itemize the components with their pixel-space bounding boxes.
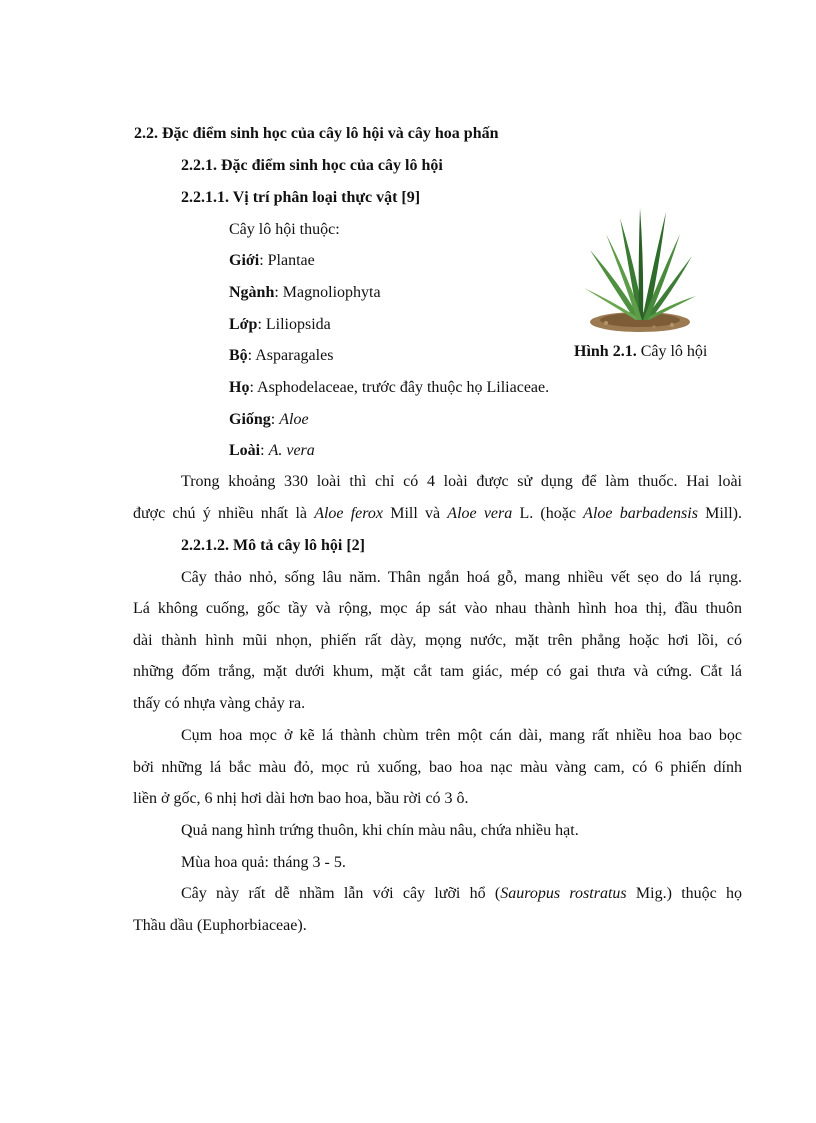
division-label: Ngành	[229, 284, 275, 301]
paragraph-3-line-1: Cụm hoa mọc ở kẽ lá thành chùm trên một cán dài, mang rất nhiều hoa bao bọc	[181, 727, 742, 744]
paragraph-1-line-1: Trong khoảng 330 loài thì chỉ có 4 loài được sử dụng để làm thuốc. Hai loài	[181, 473, 742, 490]
paragraph-2-line-1: Cây thảo nhỏ, sống lâu năm. Thân ngắn hoá gỗ, mang nhiều vết sẹo do lá rụng.	[181, 569, 742, 586]
species-sep: :	[260, 442, 269, 459]
section-heading-2-2: 2.2. Đặc điểm sinh học của cây lô hội và cây hoa phấn	[134, 125, 499, 142]
p1-species-barbadensis: Aloe barbadensis	[583, 505, 698, 522]
order-label: Bộ	[229, 347, 248, 364]
genus-sep: :	[270, 411, 280, 428]
p1-text-c: Mill và	[383, 505, 448, 522]
p6-species-sauropus: Sauropus rostratus	[500, 885, 627, 902]
genus-label: Giống	[229, 411, 271, 428]
paragraph-3-line-2: bởi những lá bắc màu đỏ, mọc rủ xuống, bao hoa nạc màu vàng cam, có 6 phiến dính	[133, 759, 742, 776]
paragraph-6-line-1	[181, 884, 742, 904]
species-value: A. vera	[268, 442, 315, 459]
paragraph-2-line-5: thấy có nhựa vàng chảy ra.	[133, 695, 306, 712]
taxonomy-species	[229, 441, 315, 461]
paragraph-2-line-4: những đốm trắng, mặt dưới khum, mặt cắt tam giác, mép có gai thưa và cứng. Cắt lá	[133, 663, 742, 680]
taxonomy-intro: Cây lô hội thuộc:	[229, 221, 340, 238]
subsection-heading-2-2-1: 2.2.1. Đặc điểm sinh học của cây lô hội	[181, 157, 443, 174]
p6-text-c: Mig.) thuộc họ	[626, 885, 743, 902]
taxonomy-class	[229, 315, 331, 335]
p1-text-g: Mill).	[697, 505, 743, 522]
taxonomy-division	[229, 283, 381, 303]
p6-text-a: Cây này rất dễ nhầm lẫn với cây lưỡi hổ (	[181, 885, 501, 902]
genus-value: Aloe	[279, 411, 309, 428]
paragraph-5: Mùa hoa quả: tháng 3 - 5.	[181, 854, 346, 871]
figure-caption-text: Cây lô hội	[636, 343, 708, 360]
class-label: Lớp	[229, 316, 258, 333]
species-label: Loài	[229, 442, 261, 459]
paragraph-1-line-2	[133, 504, 742, 524]
aloe-plant-icon	[580, 204, 700, 336]
subsubsection-heading-2-2-1-1: 2.2.1.1. Vị trí phân loại thực vật [9]	[181, 189, 421, 206]
taxonomy-kingdom	[229, 251, 315, 271]
p1-species-ferox: Aloe ferox	[314, 505, 384, 522]
p1-text-e: L. (hoặc	[512, 505, 584, 522]
kingdom-label: Giới	[229, 252, 260, 269]
taxonomy-family	[229, 378, 549, 398]
figure-caption-label: Hình 2.1.	[574, 343, 637, 360]
paragraph-2-line-3: dài thành hình mũi nhọn, phiến rất dày, mọng nước, mặt trên phẳng hoặc hơi lồi, có	[133, 632, 742, 649]
family-value: : Asphodelaceae, trước đây thuộc họ Liliaceae.	[249, 379, 550, 396]
paragraph-4: Quả nang hình trứng thuôn, khi chín màu nâu, chứa nhiều hạt.	[181, 822, 579, 839]
figure-caption	[574, 342, 707, 362]
subsubsection-heading-2-2-1-2: 2.2.1.2. Mô tả cây lô hội [2]	[181, 537, 365, 554]
division-value: : Magnoliophyta	[274, 284, 381, 301]
aloe-plant-image	[580, 204, 700, 336]
paragraph-6-line-2: Thầu dầu (Euphorbiaceae).	[133, 917, 307, 934]
family-label: Họ	[229, 379, 250, 396]
order-value: : Asparagales	[247, 347, 334, 364]
p1-text-a: được chú ý nhiều nhất là	[133, 505, 315, 522]
class-value: : Liliopsida	[257, 316, 331, 333]
p1-species-vera: Aloe vera	[447, 505, 513, 522]
paragraph-2-line-2: Lá không cuống, gốc tầy và rộng, mọc áp sát vào nhau thành hình hoa thị, đầu thuôn	[133, 600, 742, 617]
paragraph-3-line-3: liền ở gốc, 6 nhị hơi dài hơn bao hoa, bầu rời có 3 ô.	[133, 790, 469, 807]
taxonomy-genus	[229, 410, 309, 430]
kingdom-value: : Plantae	[259, 252, 315, 269]
taxonomy-order	[229, 346, 333, 366]
